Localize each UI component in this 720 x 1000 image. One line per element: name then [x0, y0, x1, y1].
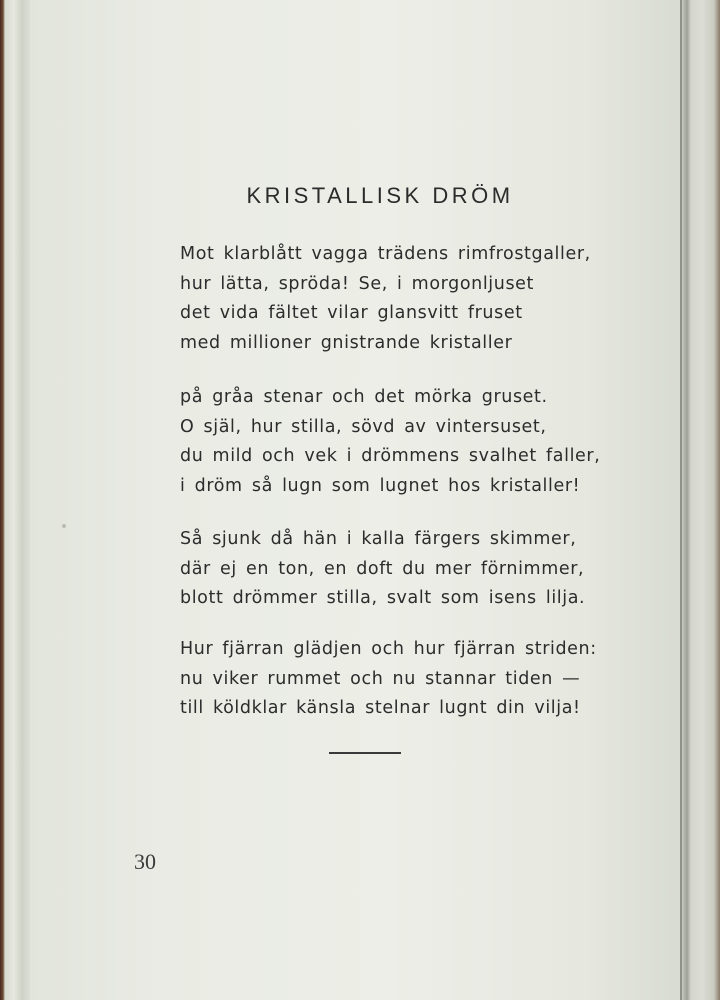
poem-line: det vida fältet vilar glansvitt fruset	[180, 303, 523, 323]
stanza-4	[180, 635, 597, 724]
poem-line: på gråa stenar och det mörka gruset.	[180, 387, 548, 407]
poem-line: där ej en ton, en doft du mer förnimmer,	[180, 558, 585, 579]
poem-line: Hur fjärran glädjen och hur fjärran striden:	[180, 639, 597, 659]
poem-line: hur lätta, spröda! Se, i morgonljuset	[180, 273, 534, 294]
page-number: 30	[134, 849, 156, 874]
poem-line: i dröm så lugn som lugnet hos kristaller!	[180, 475, 581, 496]
stanza-1	[180, 240, 591, 358]
poem-line: med millioner gnistrande kristaller	[180, 332, 513, 353]
left-page-edge	[0, 0, 34, 1000]
paper-speck	[62, 524, 66, 528]
poem-title: KRISTALLISK DRÖM	[246, 183, 514, 208]
poem-line: Mot klarblått vagga trädens rimfrostgaller,	[180, 244, 591, 264]
section-divider	[329, 752, 401, 754]
poem-line: nu viker rummet och nu stannar tiden —	[180, 668, 581, 689]
poem-line: till köldklar känsla stelnar lugnt din vilja!	[180, 698, 581, 718]
poem-line: blott drömmer stilla, svalt som isens lilja.	[180, 588, 586, 608]
right-page-edge	[682, 0, 720, 1000]
poem-line: du mild och vek i drömmens svalhet faller,	[180, 446, 601, 466]
stanza-3	[180, 525, 586, 614]
poem-line: O själ, hur stilla, sövd av vintersuset,	[180, 416, 547, 437]
poem-line: Så sjunk då hän i kalla färgers skimmer,	[180, 529, 577, 549]
stanza-2	[180, 383, 601, 501]
